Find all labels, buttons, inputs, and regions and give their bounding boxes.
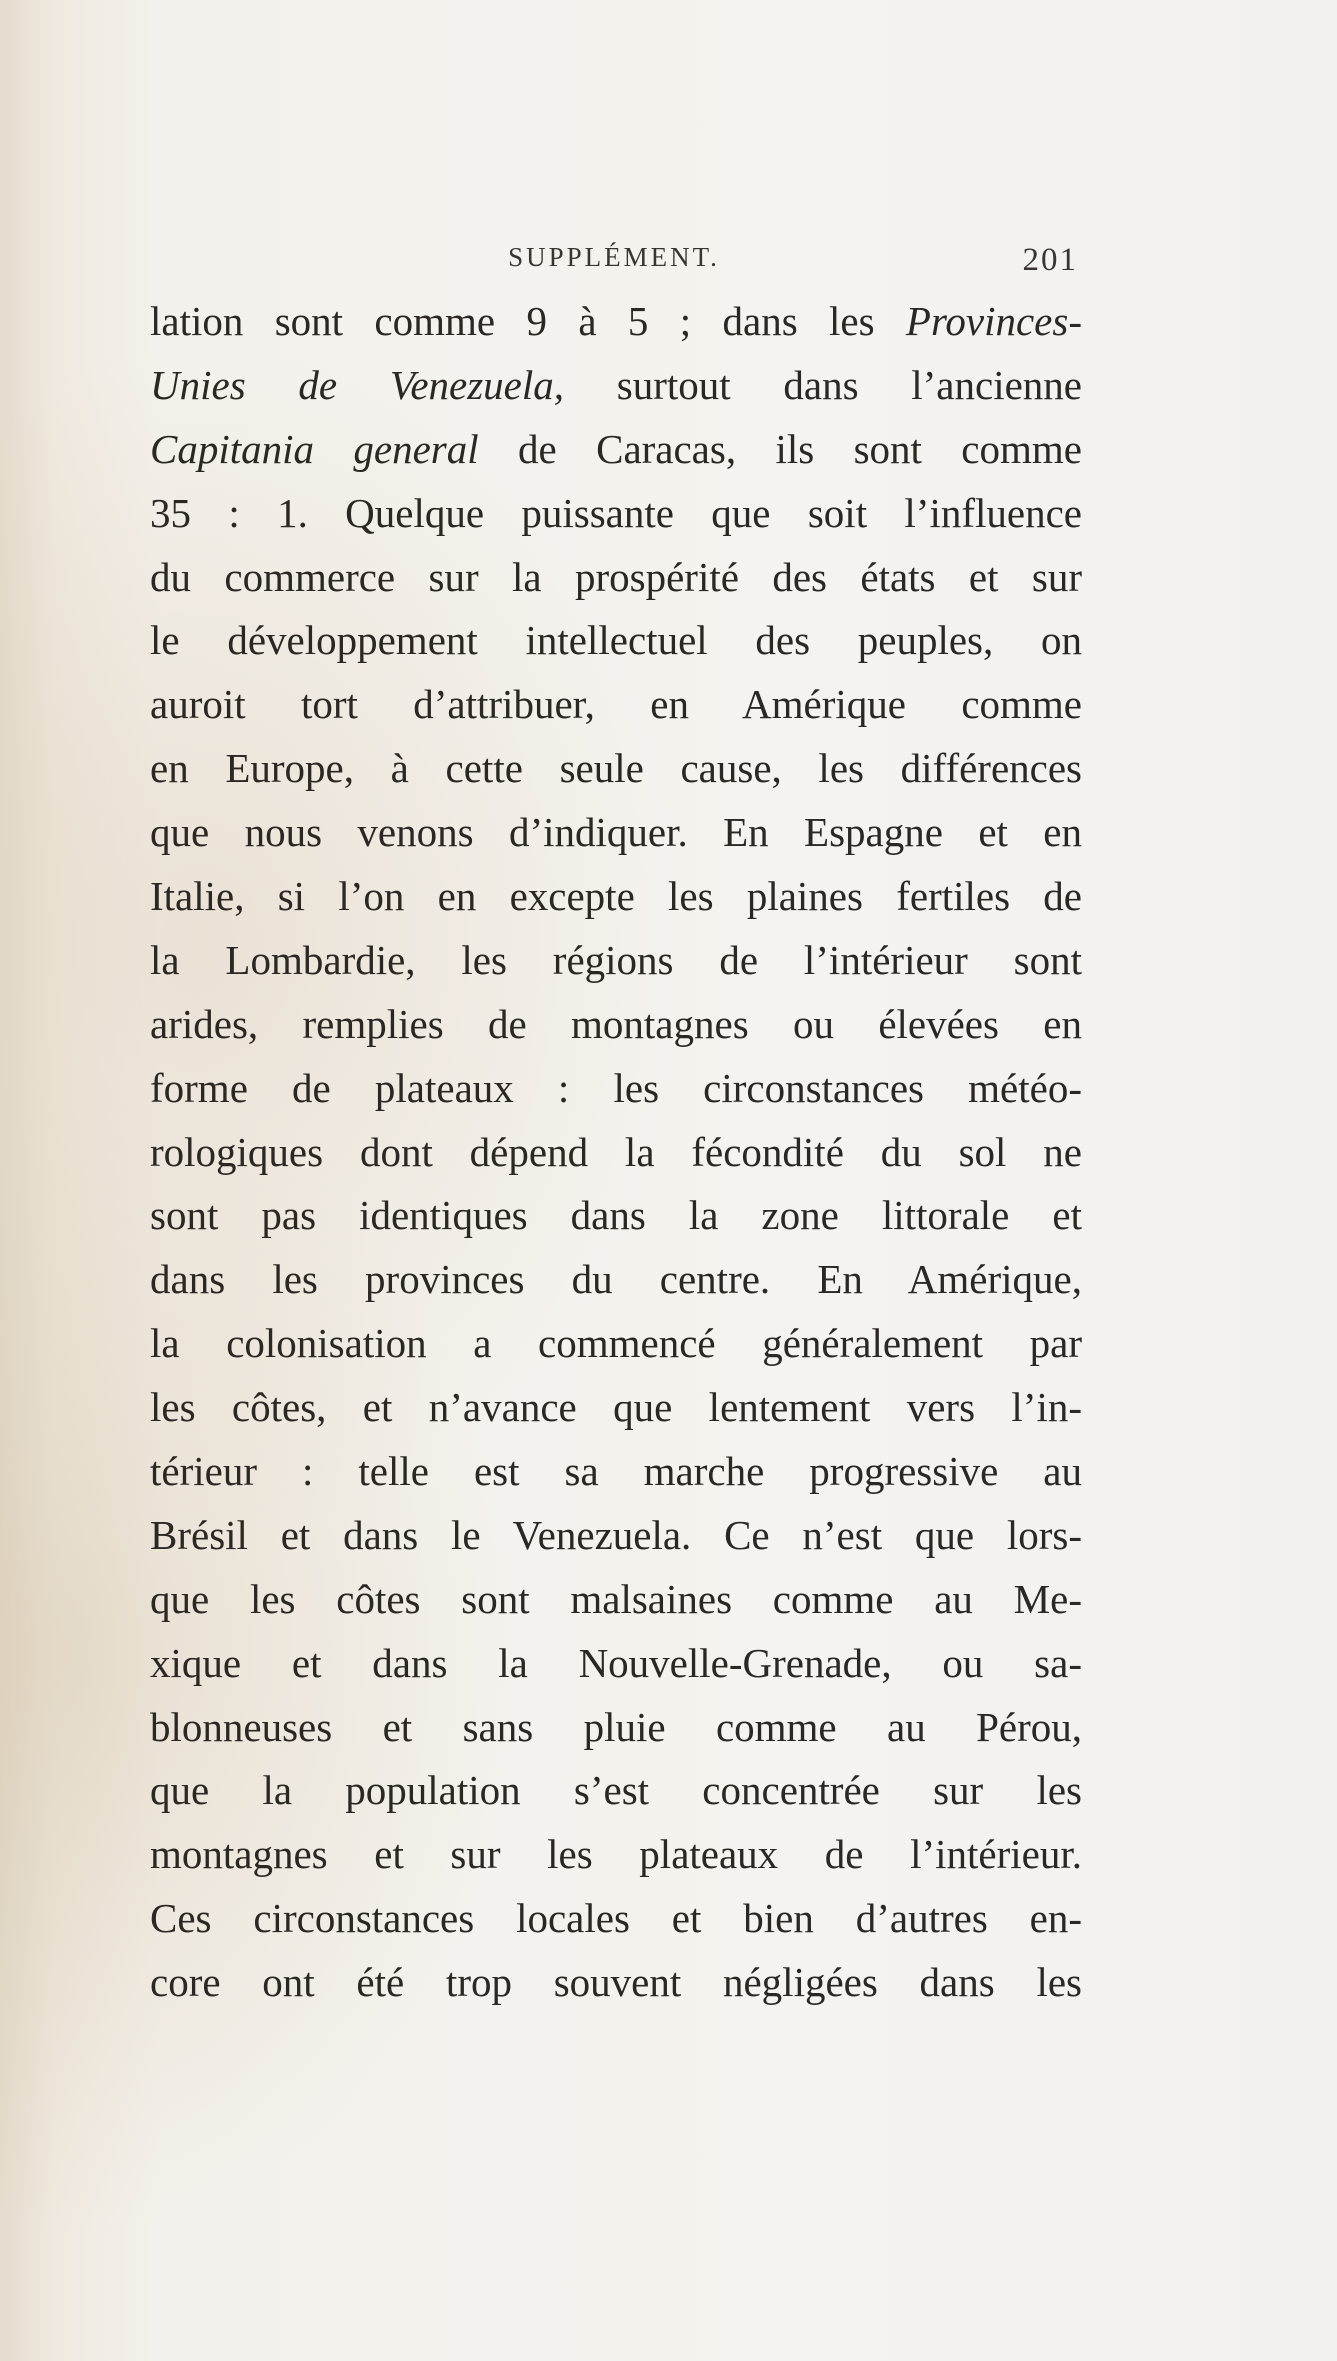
text-line: lation sont comme 9 à 5 ; dans les Provinces- (150, 298, 1082, 344)
italic-term: Provinces- (905, 298, 1082, 344)
text-line: sont pas identiques dans la zone littorale et (150, 1192, 1082, 1239)
text-line: montagnes et sur les plateaux de l’intérieur. (150, 1831, 1082, 1878)
text-line: arides, remplies de montagnes ou élevées en (150, 1000, 1082, 1047)
text-line: Italie, si l’on en excepte les plaines fertiles de (150, 873, 1082, 920)
text-line: que les côtes sont malsaines comme au Me- (150, 1575, 1082, 1622)
text-line: que la population s’est concentrée sur les (150, 1767, 1082, 1814)
text-line: Ces circonstances locales et bien d’autres en- (150, 1895, 1082, 1942)
text-line: que nous venons d’indiquer. En Espagne et en (150, 809, 1082, 856)
text-line: en Europe, à cette seule cause, les différences (150, 745, 1082, 792)
text-line: forme de plateaux : les circonstances météo- (150, 1064, 1082, 1111)
text-line: térieur : telle est sa marche progressive au (150, 1448, 1082, 1495)
text-line: le développement intellectuel des peuples, on (150, 617, 1082, 664)
text-line: les côtes, et n’avance que lentement vers l’in- (150, 1384, 1082, 1431)
text-line: la colonisation a commencé généralement par (150, 1320, 1082, 1367)
text-line: core ont été trop souvent négligées dans les (150, 1959, 1082, 2006)
text-line: Unies de Venezuela, surtout dans l’ancienne (150, 361, 1082, 408)
italic-term: Unies de Venezuela, (150, 361, 565, 408)
running-title: SUPPLÉMENT. (508, 242, 720, 272)
text-line: dans les provinces du centre. En Amérique, (150, 1256, 1082, 1303)
text-line: blonneuses et sans pluie comme au Pérou, (150, 1703, 1082, 1750)
body-text (150, 290, 1082, 2015)
text-line: Brésil et dans le Venezuela. Ce n’est que lors- (150, 1511, 1082, 1558)
text-line: xique et dans la Nouvelle-Grenade, ou sa- (150, 1639, 1082, 1686)
text-line: rologiques dont dépend la fécondité du sol ne (150, 1128, 1082, 1175)
text-line: Capitania general de Caracas, ils sont comme (150, 425, 1082, 472)
text-line: la Lombardie, les régions de l’intérieur sont (150, 936, 1082, 983)
page-number: 201 (1022, 242, 1078, 278)
page-header (150, 242, 1078, 282)
text-line: 35 : 1. Quelque puissante que soit l’influence (150, 489, 1082, 536)
text-line: auroit tort d’attribuer, en Amérique comme (150, 681, 1082, 728)
italic-term: Capitania general (150, 425, 479, 472)
text-line: du commerce sur la prospérité des états et sur (150, 553, 1082, 600)
